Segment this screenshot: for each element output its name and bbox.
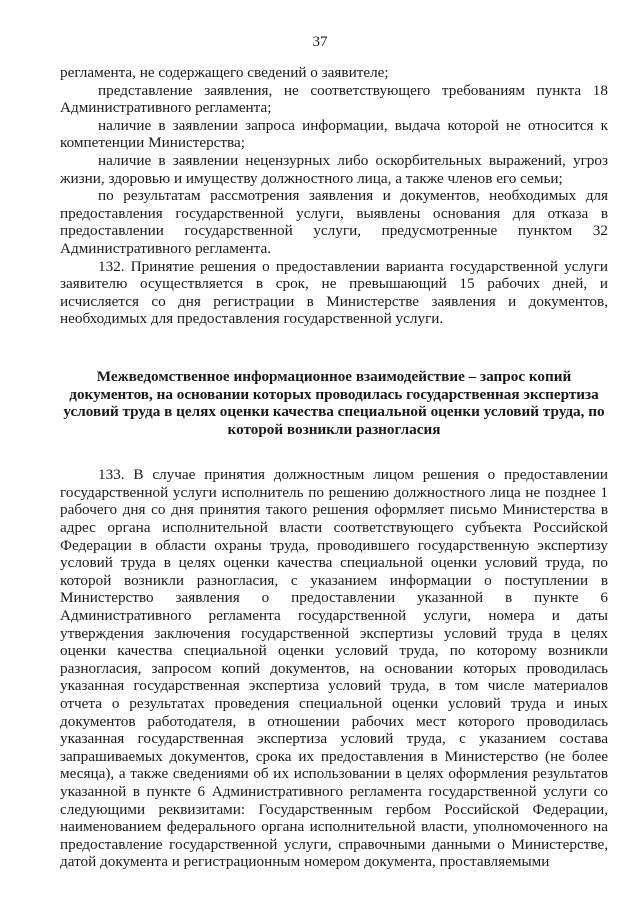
section-heading: Межведомственное информационное взаимодействие – запрос копий документов, на основании которых проводилась государственная экспертиза условий труда в целях оценки качества специальной оценки условий труда, по которой возникли разногласия — [63, 367, 605, 438]
page-number: 37 — [312, 34, 328, 50]
paragraph-133: 133. В случае принятия должностным лицом решения о предоставлении государственной услуги исполнитель по решению должностного лица не позднее 1 рабочего дня со дня принятия такого решения оформляет письмо Министерства в адрес органа исполнительной власти соответствующего субъекта Российской Федерации в области охраны труда, проводившего государственную экспертизу условий труда в целях оценки качества специальной оценки условий труда, по которой возникли разногласия, с указанием информации о поступлении в Министерство заявления о предоставлении указанной в пункте 6 Административного регламента государственной услуги, номера и даты утверждения заключения государственной экспертизы условий труда в целях оценки качества специальной оценки условий труда, по которому возникли разногласия, запросом копий документов, на основании которых проводилась указанная государственная экспертиза условий труда, в том числе материалов отчета о результатах проведения специальной оценки условий труда и иных документов работодателя, в отношении рабочих мест которого проводилась указанная государственная экспертиза условий труда, с указанием состава запрашиваемых документов, срока их предоставления в Министерство (не более месяца), а также сведениями об их использовании в целях оформления результатов указанной в пункте 6 Административного регламента государственной услуги со следующими реквизитами: Государственным гербом Российской Федерации, наименованием федерального органа исполнительной власти, уполномоченного на предоставление государственной услуги, справочными данными о Министерстве, датой документа и регистрационным номером документа, проставляемыми — [60, 466, 608, 871]
document-body — [60, 64, 608, 871]
section-spacer — [60, 328, 608, 368]
paragraph-item-competence: наличие в заявлении запроса информации, выдача которой не относится к компетенции Министерства; — [60, 116, 608, 152]
section-spacer — [60, 438, 608, 466]
paragraph-item-18: представление заявления, не соответствующего требованиям пункта 18 Административного регламента; — [60, 81, 608, 117]
paragraph-132: 132. Принятие решения о предоставлении варианта государственной услуги заявителю осуществляется в срок, не превышающий 15 рабочих дней, и исчисляется со дня регистрации в Министерстве заявления и документов, необходимых для предоставления государственной услуги. — [60, 257, 608, 328]
paragraph-continuation: регламента, не содержащего сведений о заявителе; — [60, 64, 389, 81]
paragraph-item-grounds: по результатам рассмотрения заявления и документов, необходимых для предоставления государственной услуги, выявлены основания для отказа в предоставлении государственной услуги, предусмотренные пунктом 32 Административного регламента. — [60, 187, 608, 257]
paragraph-item-obscene: наличие в заявлении нецензурных либо оскорбительных выражений, угроз жизни, здоровью и имуществу должностного лица, а также членов его семьи; — [60, 151, 608, 187]
